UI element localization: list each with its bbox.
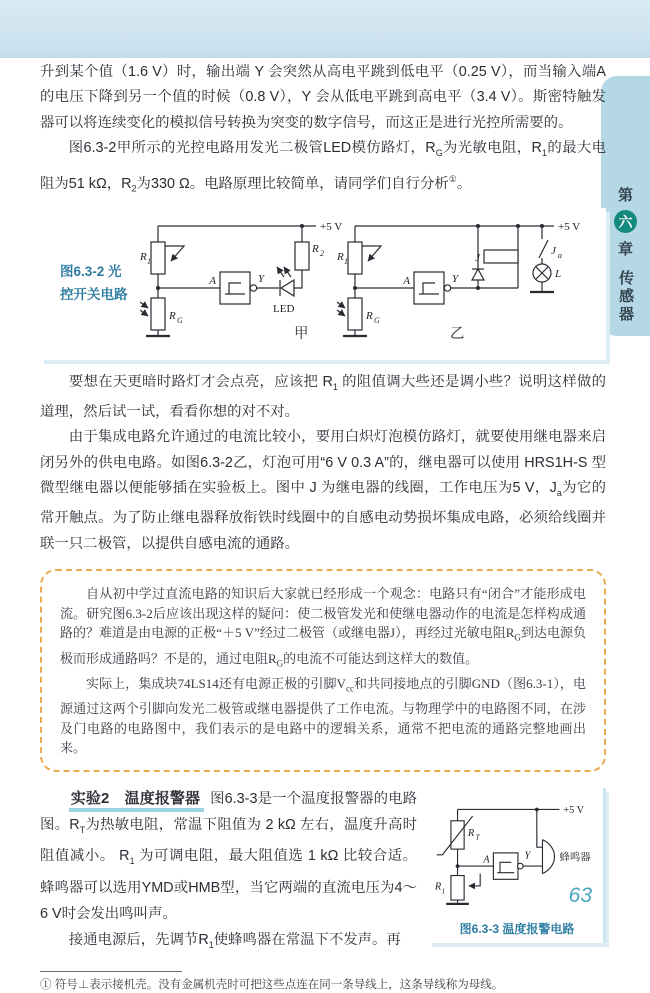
schmitt-symbol	[419, 283, 439, 294]
rt-sub: T	[475, 832, 480, 842]
figure-6-3-3-caption: 图6.3-3 温度报警电路	[459, 922, 575, 937]
circuit-diagram-jia	[140, 212, 352, 342]
a-input-label: A	[403, 274, 410, 287]
buzzer-symbol	[542, 839, 554, 873]
lamp-label: L	[555, 267, 562, 280]
r1-label: R	[434, 881, 442, 893]
led-label: LED	[273, 302, 295, 315]
page-content	[40, 60, 606, 993]
rg-label: R	[169, 309, 176, 322]
page-number: 63	[568, 884, 592, 907]
paragraph-schmitt: 升到某个值（1.6 V）时，输出端 Y 会突然从高电平跳到低电平（0.25 V），而当输入端A 的电压下降到另一个值的时候（0.8 V），Y 会从低电平跳到高电平（3.4 V）。斯密特触发器可以将连续变化的模拟信号转换为突变的数字信号，而这正是进行光控所需要的。	[40, 64, 606, 131]
a-input-label: A	[209, 274, 216, 287]
note-box	[40, 569, 606, 772]
diode-symbol	[472, 269, 484, 280]
page-top-band	[0, 0, 650, 58]
rt-label: R	[467, 827, 475, 839]
r2-label: R	[312, 242, 319, 255]
chapter-prefix: 第	[617, 187, 633, 204]
supply-label: +5 V	[320, 220, 343, 233]
y-output-label: Y	[524, 850, 531, 862]
supply-label: +5 V	[563, 804, 585, 816]
paragraph-figure-intro: 图6.3-2甲所示的光控电路用发光二极管LED模仿路灯，$R_G$为光敏电阻，$R_1$的最大电阻为51 kΩ，$R_2$为330 Ω。电路原理比较简单，请同学们自行分析①。	[40, 140, 606, 194]
rg-label: R	[366, 309, 373, 322]
experiment-section	[40, 786, 606, 959]
y-output-label: Y	[258, 272, 265, 285]
y-output-label: Y	[452, 272, 459, 285]
relay-contact-symbol	[539, 240, 548, 258]
led-symbol	[281, 280, 294, 296]
contact-label: J	[551, 244, 556, 257]
chapter-tab	[601, 76, 650, 336]
note-paragraph-2: 实际上，集成块74LS14还有电源正极的引脚$V_{cc}$和共同接地点的引脚GND（图6.3-1），电源通过这两个引脚向发光二极管或继电器提供了工作电流。与物理学中的电路图不同，在涉及门电路的电路图中，我们表示的是电路中的逻辑关系，通常不把电流的通路完整地画出来。	[60, 675, 587, 756]
figure-6-3-2-caption: 图6.3-2 光 控开关电路	[60, 263, 128, 302]
paragraph-relay: 由于集成电路允许通过的电流比较小，要用白炽灯泡模仿路灯，就要使用继电器来启闭另外的供电电路。如图6.3-2乙，灯泡可用“6 V 0.3 A”的，继电器可以使用 HRS1H-S 型微型继电器以便能够插在实验板上。图中 J 为继电器的线圈，工作电压为5 V，$J_a$为它的常开触点。为了防止继电器释放衔铁时线圈中的自感电动势损坏集成电路，必须给线圈并联一只二极管，以提供自感电流的通路。	[40, 429, 606, 552]
supply-label: +5 V	[558, 220, 581, 233]
r1-sub: 1	[344, 256, 348, 266]
experiment-paragraph-2: 接通电源后，先调节$R_1$使蜂鸣器在常温下不发声。再	[68, 932, 401, 951]
r1-label: R	[140, 250, 147, 263]
r1-sub: 1	[441, 886, 446, 896]
relay-coil-label: J	[475, 251, 480, 264]
experiment-body: 图6.3-3是一个温度报警器的电路图。$R_T$为热敏电阻，常温下阻值为 2 kΩ 左右，温度升高时阻值减小。 $R_1$ 为可调电阻，最大阻值选 1 kΩ 比较合适。蜂鸣器可以选用YMD或HMB型，当它两端的直流电压为4～6 V时会发出鸣叫声。	[40, 790, 417, 923]
experiment-heading: 实验2 温度报警器	[69, 790, 204, 812]
chapter-suffix: 章	[617, 241, 633, 258]
chapter-number-badge: 六	[614, 210, 637, 233]
figure-6-3-3	[429, 788, 606, 943]
chapter-title: 传感器	[617, 270, 634, 324]
note-paragraph-1: 自从初中学过直流电路的知识后大家就已经形成一个观念：电路只有“闭合”才能形成电流。研究图6.3-2后应该出现这样的疑问：使二极管发光和使继电器动作的电流是怎样构成通路的？难道是由电源的正极“＋5 V”经过二极管（或继电器J），再经过光敏电阻$R_G$到达电源负极而形成通路吗？不是的，通过电阻$R_G$的电流不可能达到这样大的数值。	[60, 586, 586, 669]
footnote-divider	[40, 971, 182, 972]
paragraph-question: 要想在天更暗时路灯才会点亮，应该把 $R_1$ 的阻值调大些还是调小些？说明这样做的道理，然后试一试，看看你想的对不对。	[40, 373, 606, 420]
rg-sub: G	[374, 315, 380, 325]
r2-sub: 2	[320, 248, 324, 258]
figure-sublabel-yi: 乙	[450, 325, 465, 342]
figure-6-3-2	[40, 208, 606, 360]
r1-label: R	[337, 250, 344, 263]
a-input-label: A	[483, 854, 490, 866]
r1-sub: 1	[147, 256, 151, 266]
relay-coil-symbol	[484, 250, 518, 263]
buzzer-label: 蜂鸣器	[559, 852, 591, 864]
contact-sub: a	[558, 250, 562, 260]
rg-sub: G	[177, 315, 183, 325]
schmitt-symbol	[225, 283, 245, 294]
schmitt-symbol	[497, 862, 514, 872]
figure-sublabel-jia: 甲	[294, 325, 309, 342]
footnote-text: ① 符号⊥表示接机壳。没有金属机壳时可把这些点连在同一条导线上，这条导线称为母线。	[40, 978, 504, 991]
